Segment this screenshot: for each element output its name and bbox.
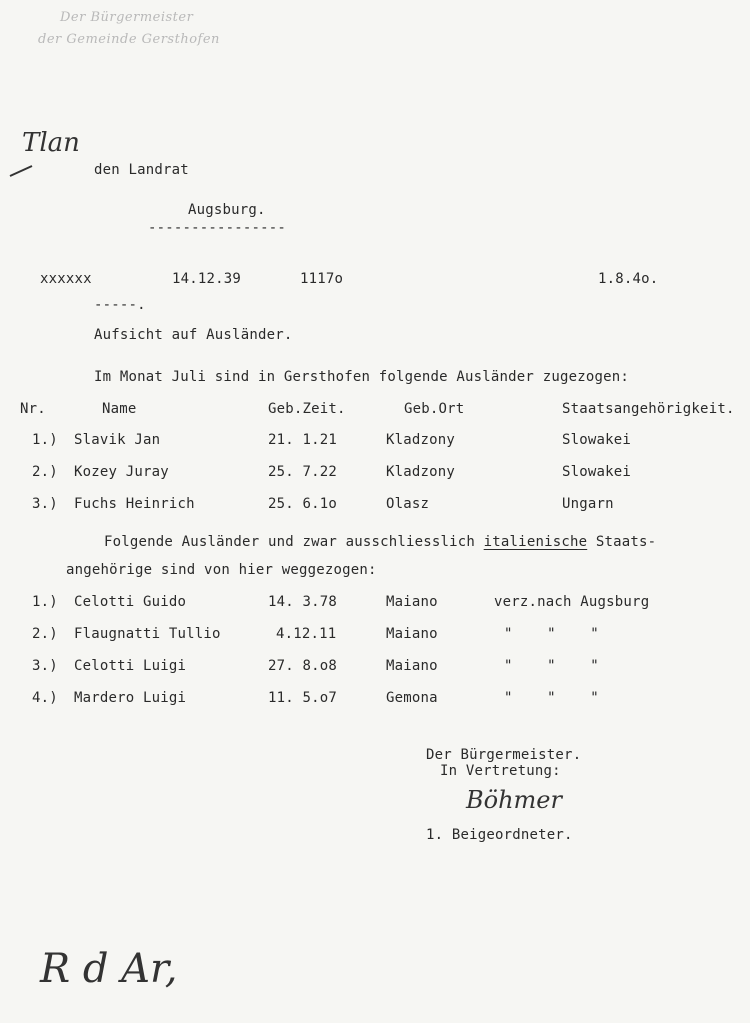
stamp-line-2: der Gemeinde Gersthofen: [38, 32, 220, 47]
addressee-line-1: den Landrat: [94, 162, 189, 178]
row-place: Maiano: [386, 594, 438, 610]
row-name: Mardero Luigi: [74, 690, 187, 706]
row-date: 11. 5.o7: [268, 690, 338, 706]
underlined-word: italienische: [483, 534, 588, 550]
row-destination: verz.nach Augsburg: [494, 594, 650, 610]
row-nation: Slowakei: [562, 464, 632, 480]
row-destination: " " ": [504, 690, 599, 706]
addressee-underline: ----------------: [148, 220, 287, 236]
row-nr: 4.): [32, 690, 58, 706]
row-nr: 1.): [32, 432, 58, 448]
departure-paragraph-line-1: [104, 533, 656, 551]
row-date: 25. 7.22: [268, 464, 338, 480]
header-geb-ort: Geb.Ort: [404, 401, 465, 417]
row-date: 21. 1.21: [268, 432, 338, 448]
paragraph-text: Folgende Ausländer und zwar ausschliesslich: [104, 534, 484, 550]
stamp-line-1: Der Bürgermeister: [60, 10, 194, 25]
header-staatsangehoerigkeit: Staatsangehörigkeit.: [562, 401, 735, 417]
handwritten-tick-mark: [6, 160, 46, 180]
signature-line-2: In Vertretung:: [440, 763, 561, 779]
handwritten-note-top: Tlan: [22, 128, 80, 158]
row-date: 25. 6.1o: [268, 496, 338, 512]
reference-date-1: 14.12.39: [172, 271, 242, 287]
header-nr: Nr.: [20, 401, 46, 417]
row-destination: " " ": [504, 658, 599, 674]
signature-title: 1. Beigeordneter.: [426, 827, 573, 843]
row-place: Maiano: [386, 658, 438, 674]
row-nation: Slowakei: [562, 432, 632, 448]
handwritten-note-bottom: R d Ar,: [40, 946, 178, 992]
row-place: Maiano: [386, 626, 438, 642]
reference-date-2: 1.8.4o.: [598, 271, 659, 287]
reference-dashes: -----.: [94, 297, 146, 313]
addressee-city: Augsburg.: [188, 202, 266, 218]
row-nr: 3.): [32, 658, 58, 674]
row-nr: 3.): [32, 496, 58, 512]
row-nation: Ungarn: [562, 496, 614, 512]
intro-paragraph: Im Monat Juli sind in Gersthofen folgende Ausländer zugezogen:: [94, 369, 629, 385]
row-date: 4.12.11: [276, 626, 337, 642]
signature-line-1: Der Bürgermeister.: [426, 747, 582, 763]
row-place: Gemona: [386, 690, 438, 706]
row-name: Flaugnatti Tullio: [74, 626, 221, 642]
row-name: Celotti Luigi: [74, 658, 187, 674]
paragraph-text: Staats-: [587, 534, 657, 550]
row-nr: 2.): [32, 626, 58, 642]
row-nr: 2.): [32, 464, 58, 480]
handwritten-signature: Böhmer: [466, 786, 562, 814]
row-place: Kladzony: [386, 432, 456, 448]
row-nr: 1.): [32, 594, 58, 610]
row-destination: " " ": [504, 626, 599, 642]
row-place: Olasz: [386, 496, 430, 512]
header-name: Name: [102, 401, 137, 417]
reference-number: 1117o: [300, 271, 344, 287]
subject-line: Aufsicht auf Ausländer.: [94, 327, 293, 343]
row-name: Slavik Jan: [74, 432, 161, 448]
reference-code: xxxxxx: [40, 271, 92, 287]
row-name: Kozey Juray: [74, 464, 169, 480]
row-name: Celotti Guido: [74, 594, 187, 610]
row-date: 27. 8.o8: [268, 658, 338, 674]
header-geb-zeit: Geb.Zeit.: [268, 401, 346, 417]
row-name: Fuchs Heinrich: [74, 496, 195, 512]
row-date: 14. 3.78: [268, 594, 338, 610]
departure-paragraph-line-2: angehörige sind von hier weggezogen:: [66, 562, 377, 578]
row-place: Kladzony: [386, 464, 456, 480]
